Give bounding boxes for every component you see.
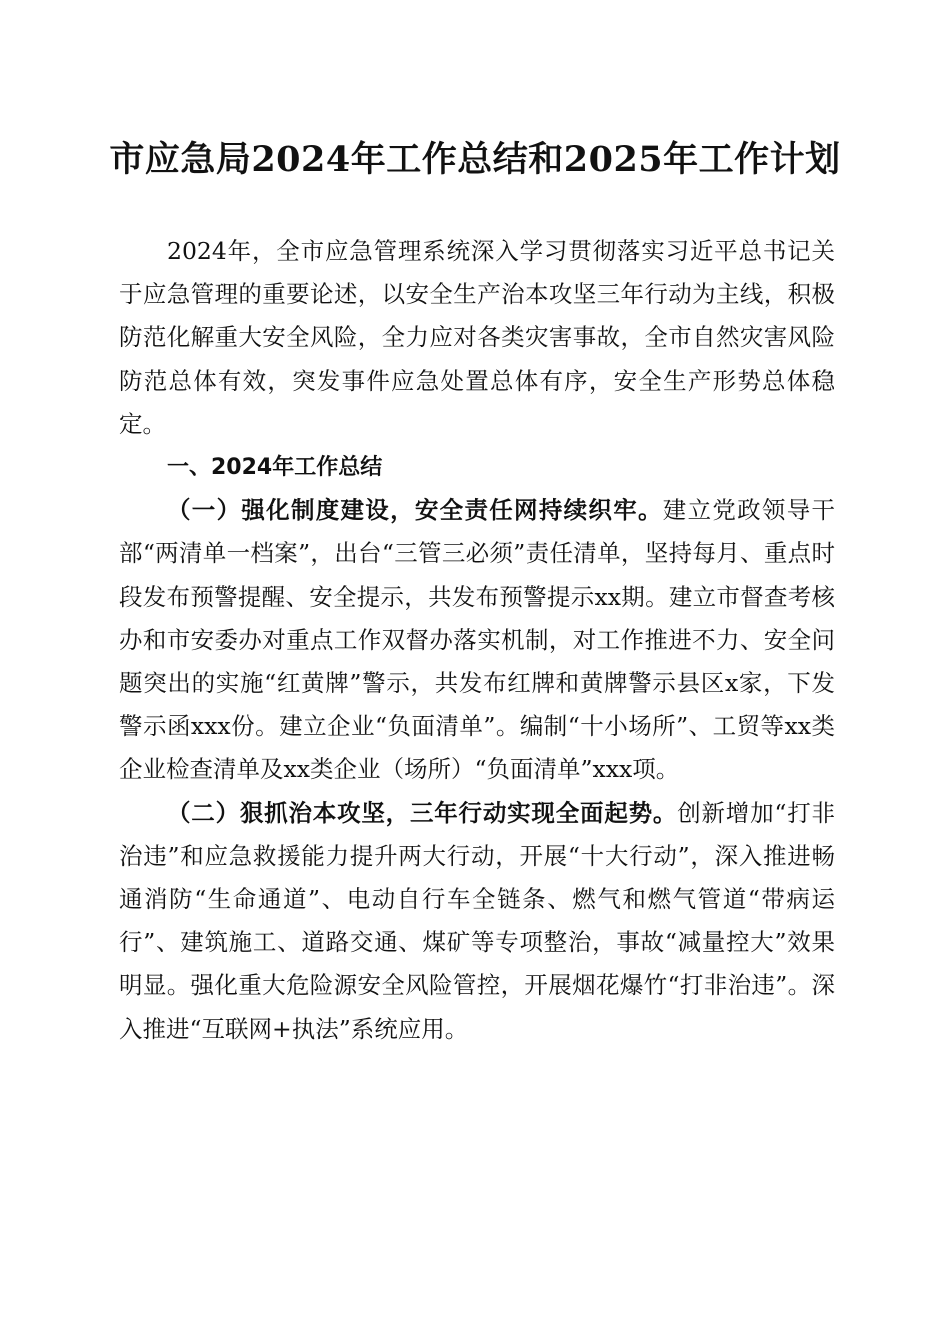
item-text: 创新增加“打非治违”和应急救援能力提升两大行动，开展“十大行动”，深入推进畅通消防“生命通道”、电动自行车全链条、燃气和燃气管道“带病运行”、建筑施工、道路交通、煤矿等专项整治，事故“减量控大”效果明显。强化重大危险源安全风险管控，开展烟花爆竹“打非治违”。深入推进“互联网+执法”系统应用。	[119, 798, 836, 1043]
item-lead: （二）狠抓治本攻坚，三年行动实现全面起势。	[167, 798, 678, 827]
document-title: 市应急局2024年工作总结和2025年工作计划	[109, 139, 841, 180]
section-heading: 一、2024年工作总结	[167, 455, 383, 481]
item-text: 建立党政领导干部“两清单一档案”，出台“三管三必须”责任清单，坚持每月、重点时段发布预警提醒、安全提示，共发布预警提示xx期。建立市督查考核办和市安委办对重点工作双督办落实机制，对工作推进不力、安全问题突出的实施“红黄牌”警示，共发布红牌和黄牌警示县区x家，下发警示函xxx份。建立企业“负面清单”。编制“十小场所”、工贸等xx类企业检查清单及xx类企业（场所）“负面清单”xxx项。	[119, 496, 836, 784]
item-lead: （一）强化制度建设，安全责任网持续织牢。	[167, 496, 663, 525]
list-item	[119, 792, 835, 1051]
intro-paragraph: 2024年，全市应急管理系统深入学习贯彻落实习近平总书记关于应急管理的重要论述，以安全生产治本攻坚三年行动为主线，积极防范化解重大安全风险，全力应对各类灾害事故，全市自然灾害风险防范总体有效，突发事件应急处置总体有序，安全生产形势总体稳定。	[119, 237, 835, 438]
document-body	[119, 230, 835, 1051]
list-item	[119, 489, 835, 791]
